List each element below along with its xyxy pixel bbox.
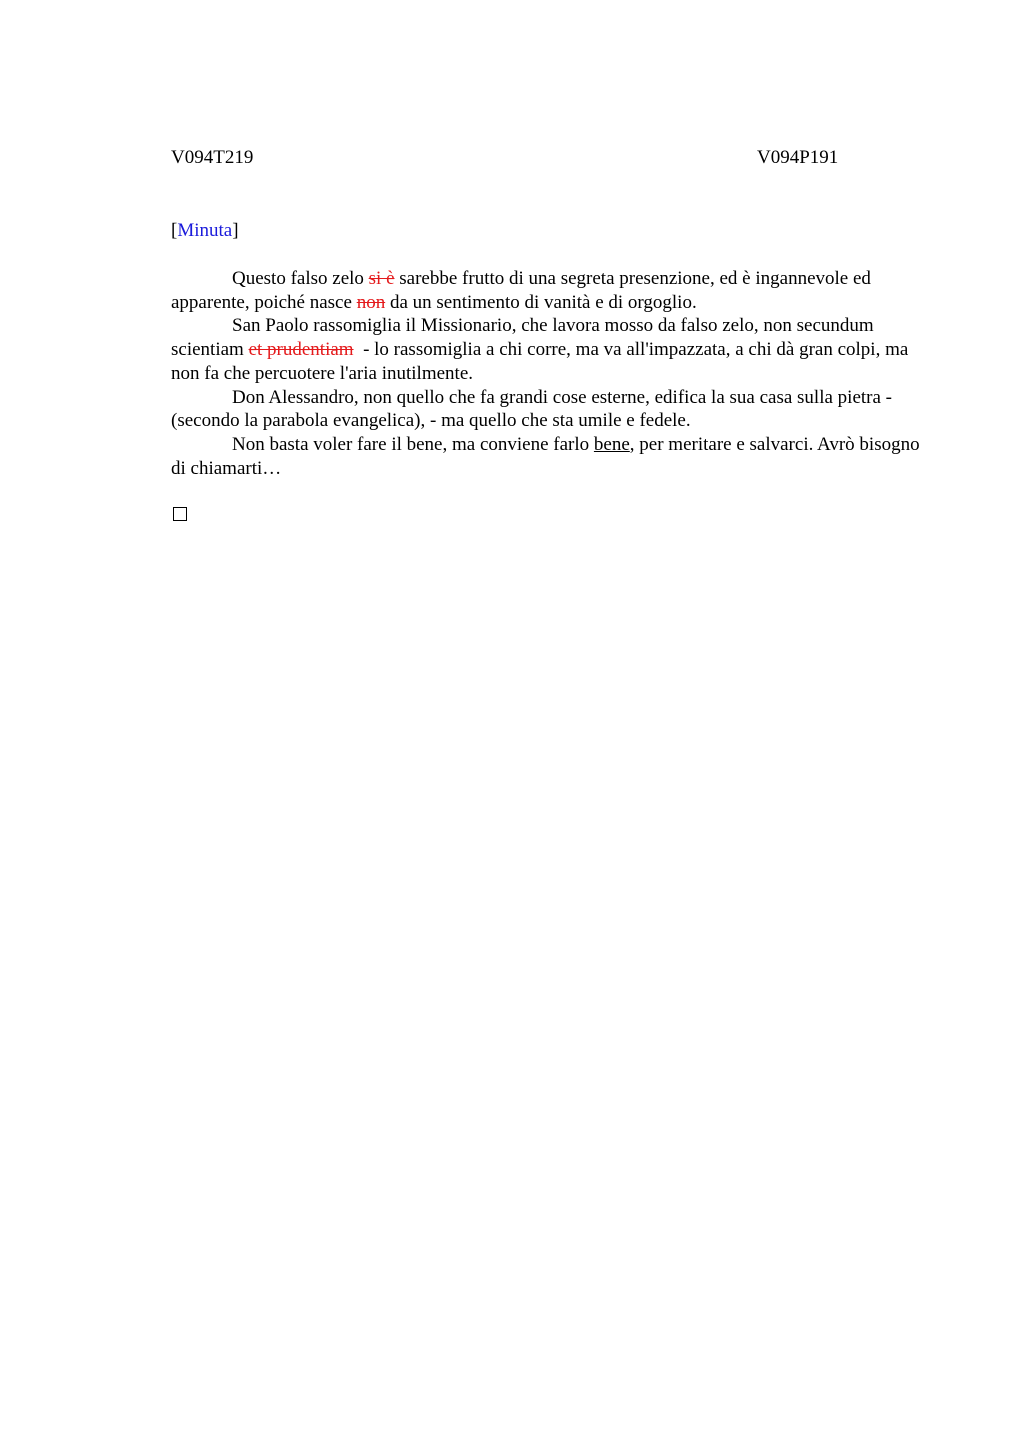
deleted-text: non [356,291,386,313]
paragraph-4-text-b: , per meritare e salvarci. Avrò bisogno di chiamarti… [171,433,920,479]
minuta-label: Minuta [177,220,233,241]
minuta-close-bracket: ] [232,220,239,241]
paragraph-1 [171,267,931,314]
paragraph-3 [171,386,931,433]
paragraph-4 [171,433,931,480]
paragraph-1-text-c: da un sentimento di vanità e di orgoglio. [385,291,697,313]
paragraph-2 [171,314,931,385]
document-header [171,146,931,170]
paragraph-1-text-a: Questo falso zelo [232,268,369,289]
paragraph-2-text-a: San Paolo rassomiglia il Missionario, che lavora mosso da falso zelo, non secundum scientiam [171,315,874,361]
paragraph-1-text-b: sarebbe frutto di una segreta presenzione, ed è ingannevole ed apparente, poiché nasce [171,268,871,313]
underlined-text: bene [593,433,630,455]
deleted-text: si è [368,268,395,289]
paragraph-2-text-b: - lo rassomiglia a chi corre, ma va all'impazzata, a chi dà gran colpi, ma non fa che percuotere l'aria inutilmente. [171,339,914,384]
minuta-heading [171,219,931,243]
letter-body [171,267,931,480]
empty-square-icon [173,507,187,521]
minuta-open-bracket: [ [171,220,178,241]
paragraph-3-text: Don Alessandro, non quello che fa grandi cose esterne, edifica la sua casa sulla pietra - (secondo la parabola evangelica), - ma quello che sta umile e fedele. [171,386,892,432]
document-code-left: V094T219 [171,147,254,168]
document-code-right: V094P191 [757,147,839,168]
deleted-text: et prudentiam [248,339,354,361]
paragraph-4-text-a: Non basta voler fare il bene, ma conviene farlo [232,433,594,455]
document-page [171,146,931,521]
